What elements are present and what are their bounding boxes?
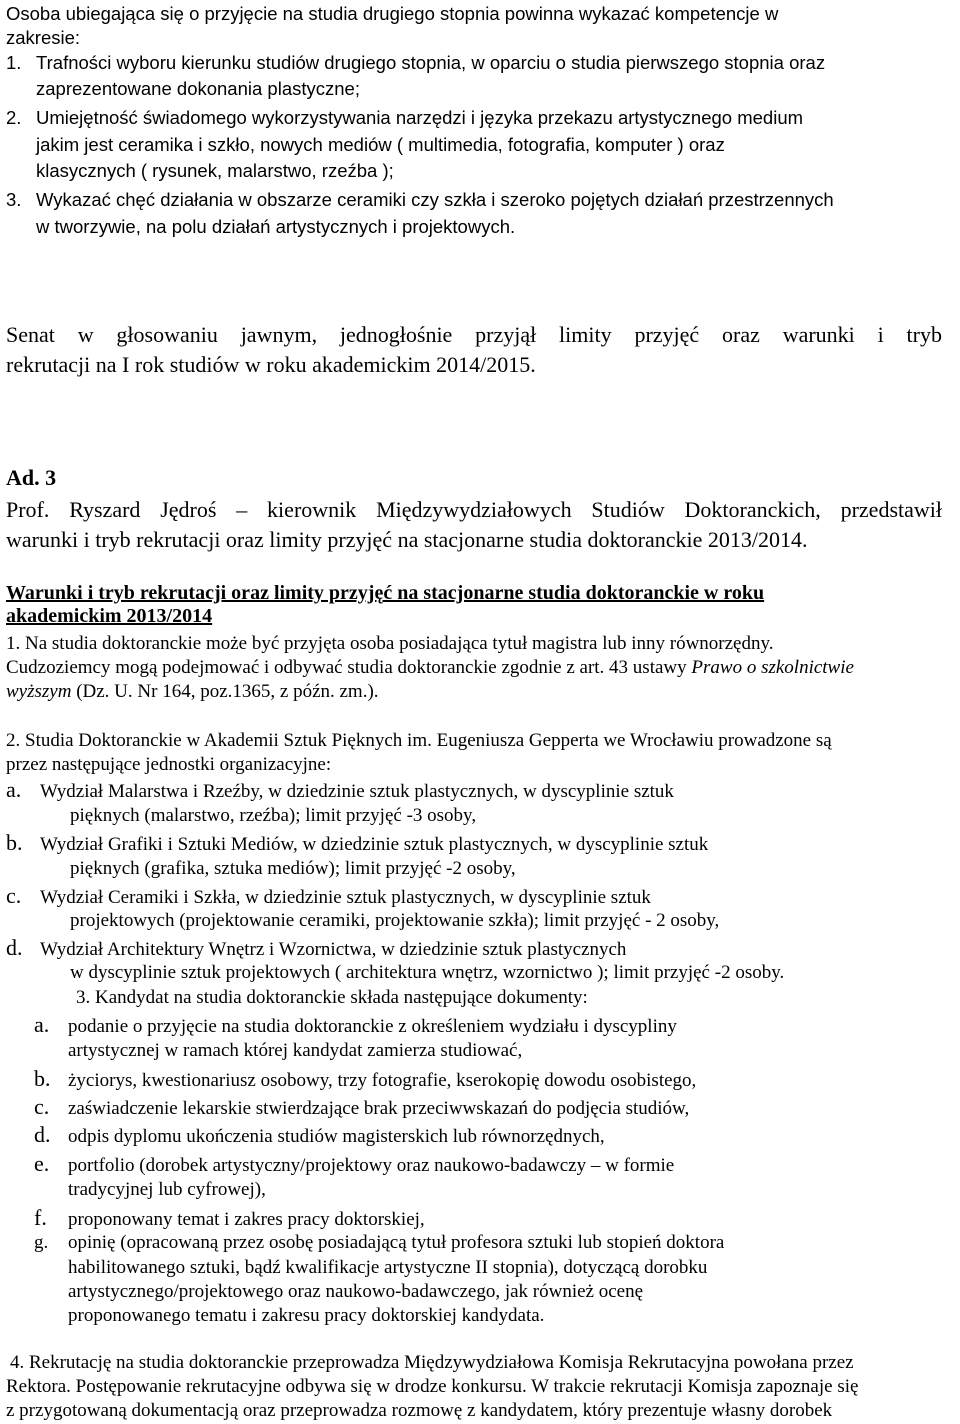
unit-text: Wydział Malarstwa i Rzeźby, w dziedzinie sztuk plastycznych, w dyscyplinie sztuk [40,781,674,802]
unit-item [6,830,708,858]
doc-text: zaświadczenie lekarskie stwierdzające brak przeciwwskazań do podjęcia studiów, [68,1098,690,1119]
doc-letter: g. [34,1232,49,1253]
point2-line-1: 2. Studia Doktoranckie w Akademii Sztuk Pięknych im. Eugeniusza Gepperta we Wrocławiu prowadzone są [6,730,832,751]
unit-letter: a. [6,777,22,802]
doc-item [34,1066,696,1094]
doc-text: życiorys, kwestionariusz osobowy, trzy fotografie, kserokopię dowodu osobistego, [68,1070,697,1091]
doc-text: podanie o przyjęcie na studia doktoranckie z określeniem wydziału i dyscypliny [68,1016,677,1037]
unit-text: pięknych (malarstwo, rzeźba); limit przyjęć -3 osoby, [70,805,477,826]
doc-letter: b. [34,1066,51,1091]
item-text: Trafności wyboru kierunku studiów drugiego stopnia, w oparciu o studia pierwszego stopnia oraz [36,52,826,73]
list-item [6,104,803,131]
unit-letter: d. [6,935,23,960]
doc-text: odpis dyplomu ukończenia studiów magisterskich lub równorzędnych, [68,1126,605,1147]
point4-line-2: Rektora. Postępowanie rekrutacyjne odbywa się w drodze konkursu. W trakcie rekrutacji Komisja zapoznaje się [6,1376,859,1397]
unit-letter: b. [6,830,23,855]
item-number: 3. [6,189,22,210]
doc-letter: f. [34,1205,47,1230]
point1-line-2: Cudzoziemcy mogą podejmować i odbywać studia doktoranckie zgodnie z art. 43 ustawy Prawo o szkolnictwie [6,657,854,678]
list-item [6,186,834,213]
unit-text: pięknych (grafika, sztuka mediów); limit przyjęć -2 osoby, [70,858,516,879]
doc-item [34,1230,724,1256]
doc-letter: c. [34,1094,50,1119]
doc-text: portfolio (dorobek artystyczny/projektowy oraz naukowo-badawczy – w formie [68,1155,675,1176]
doc-item [34,1205,425,1233]
doc-text: habilitowanego sztuki, bądź kwalifikacje artystyczne II stopnia), dotyczącą dorobku [68,1257,708,1278]
unit-text: Wydział Architektury Wnętrz i Wzornictwa, w dziedzinie sztuk plastycznych [40,939,627,960]
unit-text: Wydział Ceramiki i Szkła, w dziedzinie sztuk plastycznych, w dyscyplinie sztuk [40,887,651,908]
warunki-title-line-1: Warunki i tryb rekrutacji oraz limity przyjęć na stacjonarne studia doktoranckie w roku [6,582,765,604]
unit-item [6,777,674,805]
point2-line-2: przez następujące jednostki organizacyjne: [6,754,332,775]
point3-heading: 3. Kandydat na studia doktoranckie składa następujące dokumenty: [76,987,588,1008]
list-item [6,49,825,76]
item-number: 2. [6,107,22,128]
senat-line-2: rekrutacji na I rok studiów w roku akademickim 2014/2015. [6,352,536,377]
item-text: w tworzywie, na polu działań artystycznych i projektowych. [36,216,516,237]
unit-text: w dyscyplinie sztuk projektowych ( architektura wnętrz, wzornictwo ); limit przyjęć -2 osoby. [70,962,785,983]
item-text: klasycznych ( rysunek, malarstwo, rzeźba ); [36,160,394,181]
unit-text: Wydział Grafiki i Sztuki Mediów, w dziedzinie sztuk plastycznych, w dyscyplinie sztuk [40,834,709,855]
item-text: zaprezentowane dokonania plastyczne; [36,78,360,99]
intro-line-2: zakresie: [6,27,81,48]
doc-item [34,1122,605,1150]
doc-text: tradycyjnej lub cyfrowej), [68,1179,266,1200]
doc-item [34,1151,674,1179]
doc-item [34,1012,677,1040]
unit-text: projektowych (projektowanie ceramiki, projektowanie szkła); limit przyjęć - 2 osoby, [70,910,720,931]
point1-line-1: 1. Na studia doktoranckie może być przyjęta osoba posiadająca tytuł magistra lub inny równorzędny. [6,633,774,654]
item-text: jakim jest ceramika i szkło, nowych mediów ( multimedia, fotografia, komputer ) oraz [36,134,725,155]
doc-text: artystycznego/projektowego oraz naukowo-badawczego, jak również ocenę [68,1281,644,1302]
point4-line-3: z przygotowaną dokumentacją oraz przeprowadza rozmowę z kandydatem, który prezentuje własny dorobek [6,1400,833,1421]
doc-letter: e. [34,1151,50,1176]
point4-line-1: 4. Rekrutację na studia doktoranckie przeprowadza Międzywydziałowa Komisja Rekrutacyjna powołana przez [10,1352,854,1373]
intro-line-1: Osoba ubiegająca się o przyjęcie na studia drugiego stopnia powinna wykazać kompetencje w [6,3,779,24]
doc-text: artystycznej w ramach której kandydat zamierza studiować, [68,1040,523,1061]
unit-item [6,883,651,911]
item-number: 1. [6,52,22,73]
doc-text: opinię (opracowaną przez osobę posiadającą tytuł profesora sztuki lub stopień doktora [68,1232,725,1253]
item-text: Wykazać chęć działania w obszarze ceramiki czy szkła i szeroko pojętych działań przestrzennych [36,189,834,210]
doc-letter: d. [34,1122,51,1147]
doc-text: proponowany temat i zakres pracy doktorskiej, [68,1209,425,1230]
item-text: Umiejętność świadomego wykorzystywania narzędzi i języka przekazu artystycznego medium [36,107,804,128]
section-heading: Ad. 3 [6,465,57,490]
point1-line-3: wyższym (Dz. U. Nr 164, poz.1365, z późn. zm.). [6,681,379,702]
doc-letter: a. [34,1012,50,1037]
warunki-title-line-2: akademickim 2013/2014 [6,605,213,627]
ad3-line-1: Prof. Ryszard Jędroś – kierownik Międzywydziałowych Studiów Doktoranckich, przedstawił [6,497,942,522]
doc-text: proponowanego tematu i zakresu pracy doktorskiej kandydata. [68,1305,545,1326]
ad3-line-2: warunki i tryb rekrutacji oraz limity przyjęć na stacjonarne studia doktoranckie 2013/2014. [6,527,808,552]
senat-line-1: Senat w głosowaniu jawnym, jednogłośnie przyjął limity przyjęć oraz warunki i tryb [6,322,942,347]
doc-item [34,1094,689,1122]
unit-item [6,935,626,963]
unit-letter: c. [6,883,22,908]
